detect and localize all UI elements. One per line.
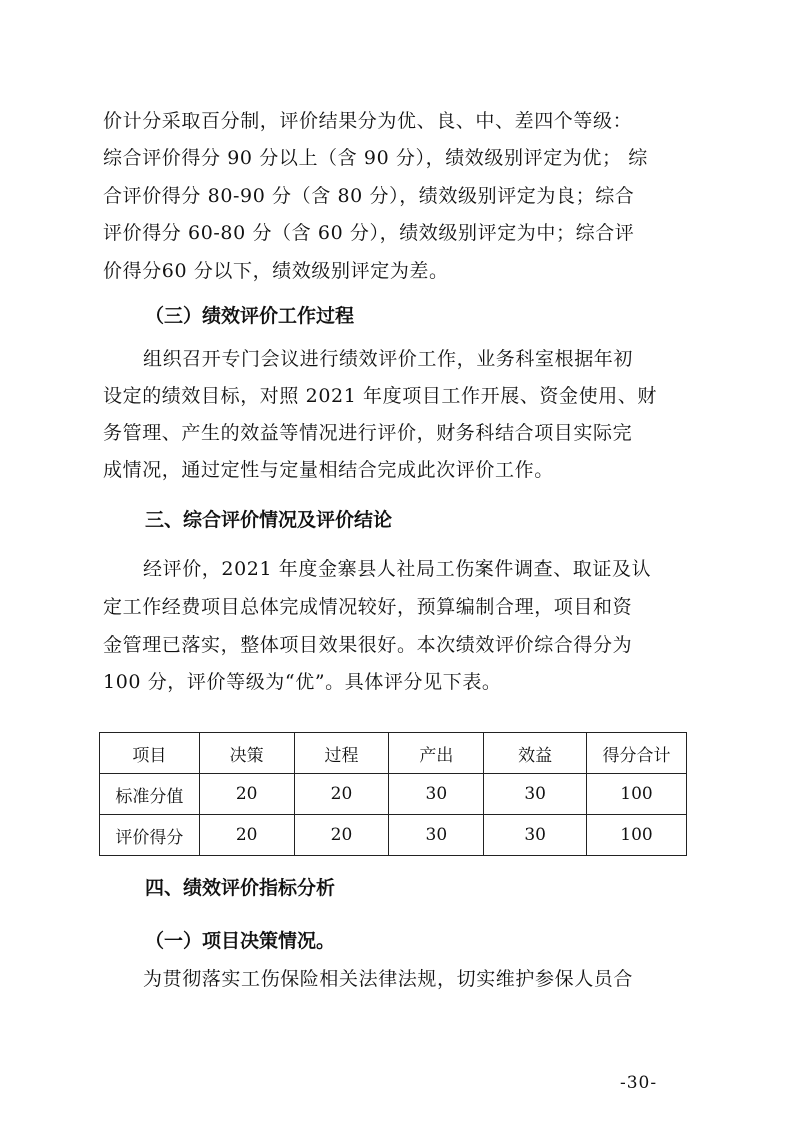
body-text-line: 定工作经费项目总体完成情况较好，预算编制合理，项目和资 (103, 596, 633, 618)
section-heading: 四、绩效评价指标分析 (145, 877, 336, 899)
table-cell: 20 (199, 815, 294, 856)
table-cell: 标准分值 (100, 774, 200, 815)
body-text-line: 综合评价得分 90 分以上（含 90 分），绩效级别评定为优； 综 (103, 147, 648, 169)
table-cell: 20 (294, 774, 389, 815)
table-header-cell: 产出 (389, 733, 484, 774)
body-text-line: 100 分，评价等级为“优”。具体评分见下表。 (103, 671, 502, 693)
table-cell: 30 (484, 815, 587, 856)
table-header-cell: 项目 (100, 733, 200, 774)
table-header-cell: 效益 (484, 733, 587, 774)
subsection-heading: （三）绩效评价工作过程 (145, 305, 355, 327)
body-text-line: 务管理、产生的效益等情况进行评价，财务科结合项目实际完 (103, 422, 633, 444)
table-header-row (100, 733, 687, 774)
body-text-line: 评价得分 60-80 分（含 60 分），绩效级别评定为中；综合评 (103, 222, 635, 244)
section-heading: 三、综合评价情况及评价结论 (145, 509, 393, 531)
table-cell: 30 (389, 815, 484, 856)
table-header-cell: 过程 (294, 733, 389, 774)
table-cell: 20 (199, 774, 294, 815)
body-text-line: 成情况，通过定性与定量相结合完成此次评价工作。 (103, 459, 554, 481)
body-text-line: 设定的绩效目标，对照 2021 年度项目工作开展、资金使用、财 (103, 385, 658, 407)
body-text-line: 金管理已落实，整体项目效果很好。本次绩效评价综合得分为 (103, 634, 633, 656)
body-text-line: 价计分采取百分制，评价结果分为优、良、中、差四个等级： (103, 110, 633, 132)
score-table (99, 732, 687, 856)
table-cell: 30 (389, 774, 484, 815)
table-row (100, 815, 687, 856)
body-text-line: 组织召开专门会议进行绩效评价工作，业务科室根据年初 (143, 348, 634, 370)
body-text-line: 价得分60 分以下，绩效级别评定为差。 (103, 260, 449, 282)
table-header-cell: 决策 (199, 733, 294, 774)
body-text-line: 合评价得分 80-90 分（含 80 分），绩效级别评定为良；综合 (103, 185, 635, 207)
body-text-line: 经评价，2021 年度金寨县人社局工伤案件调查、取证及认 (143, 558, 652, 580)
table-cell: 100 (587, 774, 687, 815)
table-cell: 20 (294, 815, 389, 856)
page-number: -30- (620, 1073, 658, 1093)
table-cell: 100 (587, 815, 687, 856)
table-cell: 30 (484, 774, 587, 815)
table-header-cell: 得分合计 (587, 733, 687, 774)
table-cell: 评价得分 (100, 815, 200, 856)
table-row (100, 774, 687, 815)
body-text-line: 为贯彻落实工伤保险相关法律法规，切实维护参保人员合 (143, 968, 634, 990)
subsection-heading: （一）项目决策情况。 (145, 930, 336, 952)
